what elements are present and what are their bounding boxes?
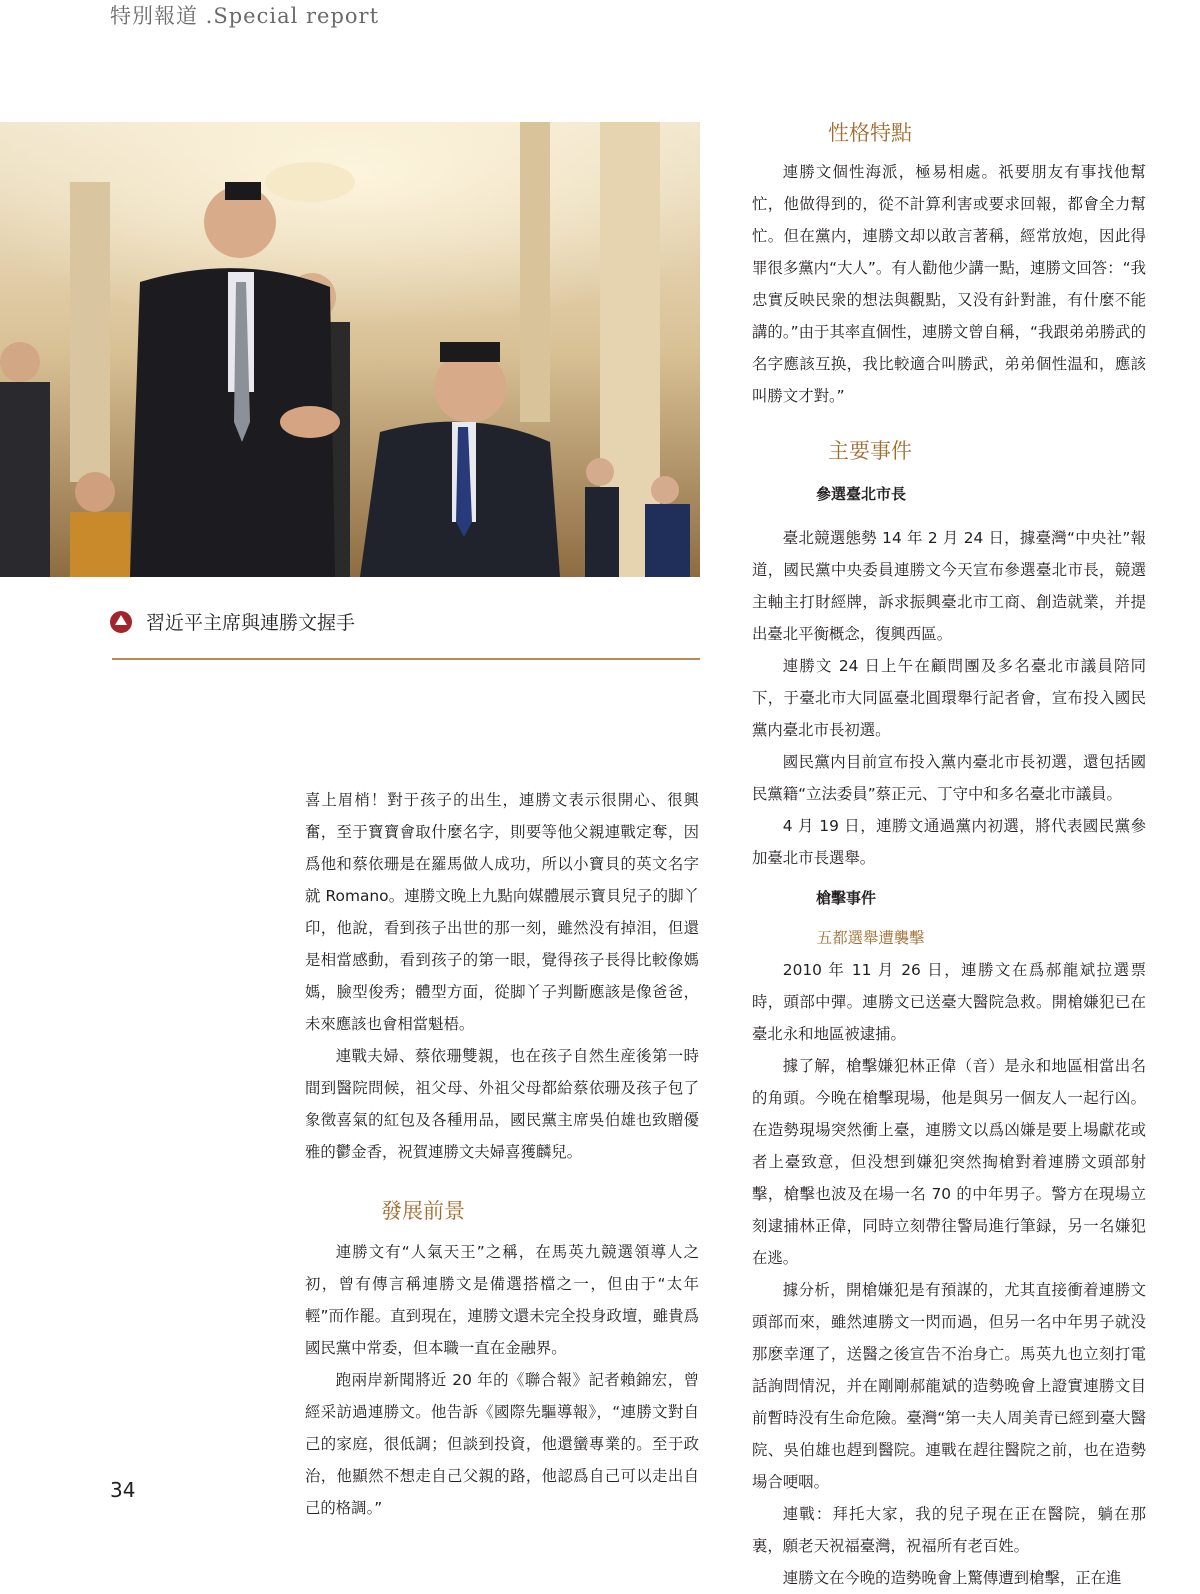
running-header: 特別報道 .Special report	[110, 4, 380, 28]
body-paragraph: 連戰夫婦、蔡依珊雙親，也在孩子自然生産後第一時間到醫院問候，祖父母、外祖父母都給蔡依珊及孩子包了象徵喜氣的紅包及各種用品，國民黨主席吳伯雄也致贈優雅的鬱金香，祝賀連勝文夫婦喜獲麟兒。	[305, 1047, 699, 1161]
body-paragraph: 連戰：拜托大家，我的兒子現在正在醫院，躺在那裏，願老天祝福臺灣，祝福所有老百姓。	[752, 1505, 1146, 1555]
subsection-subtitle-attack: 五都選舉遭襲擊	[816, 929, 925, 947]
photo-scene-icon	[0, 122, 700, 577]
body-paragraph: 連勝文個性海派，極易相處。祇要朋友有事找他幫忙，他做得到的，從不計算利害或要求回報，都會全力幫忙。但在黨内，連勝文却以敢言著稱，經常放炮，因此得罪很多黨内“大人”。有人勸他少講一點，連勝文回答：“我忠實反映民衆的想法與觀點，又没有針對誰，有什麼不能講的。”由于其率直個性，連勝文曾自稱，“我跟弟弟勝武的名字應該互换，我比較適合叫勝武，弟弟個性温和，應該叫勝文才對。”	[752, 163, 1146, 405]
page-number: 34	[110, 1478, 136, 1502]
section-title-events: 主要事件	[828, 439, 912, 463]
body-paragraph: 連勝文 24 日上午在顧問團及多名臺北市議員陪同下，于臺北市大同區臺北圓環舉行記者會，宣布投入國民黨内臺北市長初選。	[752, 657, 1146, 739]
right-column	[752, 118, 1146, 1594]
body-paragraph: 連勝文在今晚的造勢晚會上驚傳遭到槍擊，正在進	[782, 1569, 1122, 1587]
body-paragraph: 據分析，開槍嫌犯是有預謀的，尤其直接衝着連勝文頭部而來，雖然連勝文一閃而過，但另一名中年男子就没那麽幸運了，送醫之後宣告不治身亡。馬英九也立刻打電話詢問情況，并在剛剛郝龍斌的造勢晚會上證實連勝文目前暫時没有生命危險。臺灣“第一夫人周美青已經到臺大醫院、吳伯雄也趕到醫院。連戰在趕往醫院之前，也在造勢場合哽咽。	[752, 1281, 1146, 1491]
subsection-title-shooting: 槍擊事件	[816, 889, 877, 907]
subsection-title-mayor: 參選臺北市長	[816, 485, 907, 503]
photo-caption	[110, 608, 355, 635]
body-paragraph: 臺北競選態勢 14 年 2 月 24 日，據臺灣“中央社”報道，國民黨中央委員連勝文今天宣布參選臺北市長，競選主軸主打財經牌，訴求振興臺北市工商、創造就業，并提出臺北平衡概念，復興西區。	[752, 529, 1146, 643]
body-paragraph: 連勝文有“人氣天王”之稱，在馬英九競選領導人之初，曾有傳言稱連勝文是備選搭檔之一，但由于“太年輕”而作罷。直到現在，連勝文還未完全投身政壇，雖貴爲國民黨中常委，但本職一直在金融界。	[305, 1243, 699, 1357]
caption-marker-icon	[110, 611, 132, 633]
body-paragraph: 據了解，槍擊嫌犯林正偉（音）是永和地區相當出名的角頭。今晚在槍擊現場，他是與另一個友人一起行凶。在造勢現場突然衝上臺，連勝文以爲凶嫌是要上場獻花或者上臺致意，但没想到嫌犯突然掏槍對着連勝文頭部射擊，槍擊也波及在場一名 70 的中年男子。警方在現場立刻逮捕林正偉，同時立刻帶往警局進行筆録，另一名嫌犯在逃。	[752, 1057, 1146, 1267]
body-paragraph: 2010 年 11 月 26 日，連勝文在爲郝龍斌拉選票時，頭部中彈。連勝文已送臺大醫院急救。開槍嫌犯已在臺北永和地區被逮捕。	[752, 961, 1146, 1043]
body-paragraph: 4 月 19 日，連勝文通過黨内初選，將代表國民黨參加臺北市長選舉。	[752, 817, 1146, 867]
section-title-personality: 性格特點	[828, 121, 912, 145]
body-paragraph: 國民黨内目前宣布投入黨内臺北市長初選，還包括國民黨籍“立法委員”蔡正元、丁守中和多名臺北市議員。	[752, 753, 1146, 803]
left-column	[305, 784, 699, 1524]
handshake-photo	[0, 122, 700, 577]
section-title-prospects: 發展前景	[381, 1199, 465, 1223]
body-paragraph: 喜上眉梢！對于孩子的出生，連勝文表示很開心、很興奮，至于寶寶會取什麼名字，則要等他父親連戰定奪，因爲他和蔡依珊是在羅馬做人成功，所以小寶貝的英文名字就 Romano。連勝文晚上九點向媒體展示寶貝兒子的脚丫印，他說，看到孩子出世的那一刻，雖然没有掉泪，但還是相當感動，看到孩子的第一眼，覺得孩子長得比較像媽媽，臉型俊秀；體型方面，從脚丫子判斷應該是像爸爸，未來應該也會相當魁梧。	[305, 791, 699, 1033]
body-paragraph: 跑兩岸新聞將近 20 年的《聯合報》記者賴錦宏，曾經采訪過連勝文。他告訴《國際先驅導報》，“連勝文對自己的家庭，很低調；但談到投資，他還蠻專業的。至于政治，他顯然不想走自己父親的路，他認爲自己可以走出自己的格調。”	[305, 1371, 699, 1517]
caption-text: 習近平主席與連勝文握手	[146, 612, 356, 634]
caption-divider	[112, 658, 700, 660]
